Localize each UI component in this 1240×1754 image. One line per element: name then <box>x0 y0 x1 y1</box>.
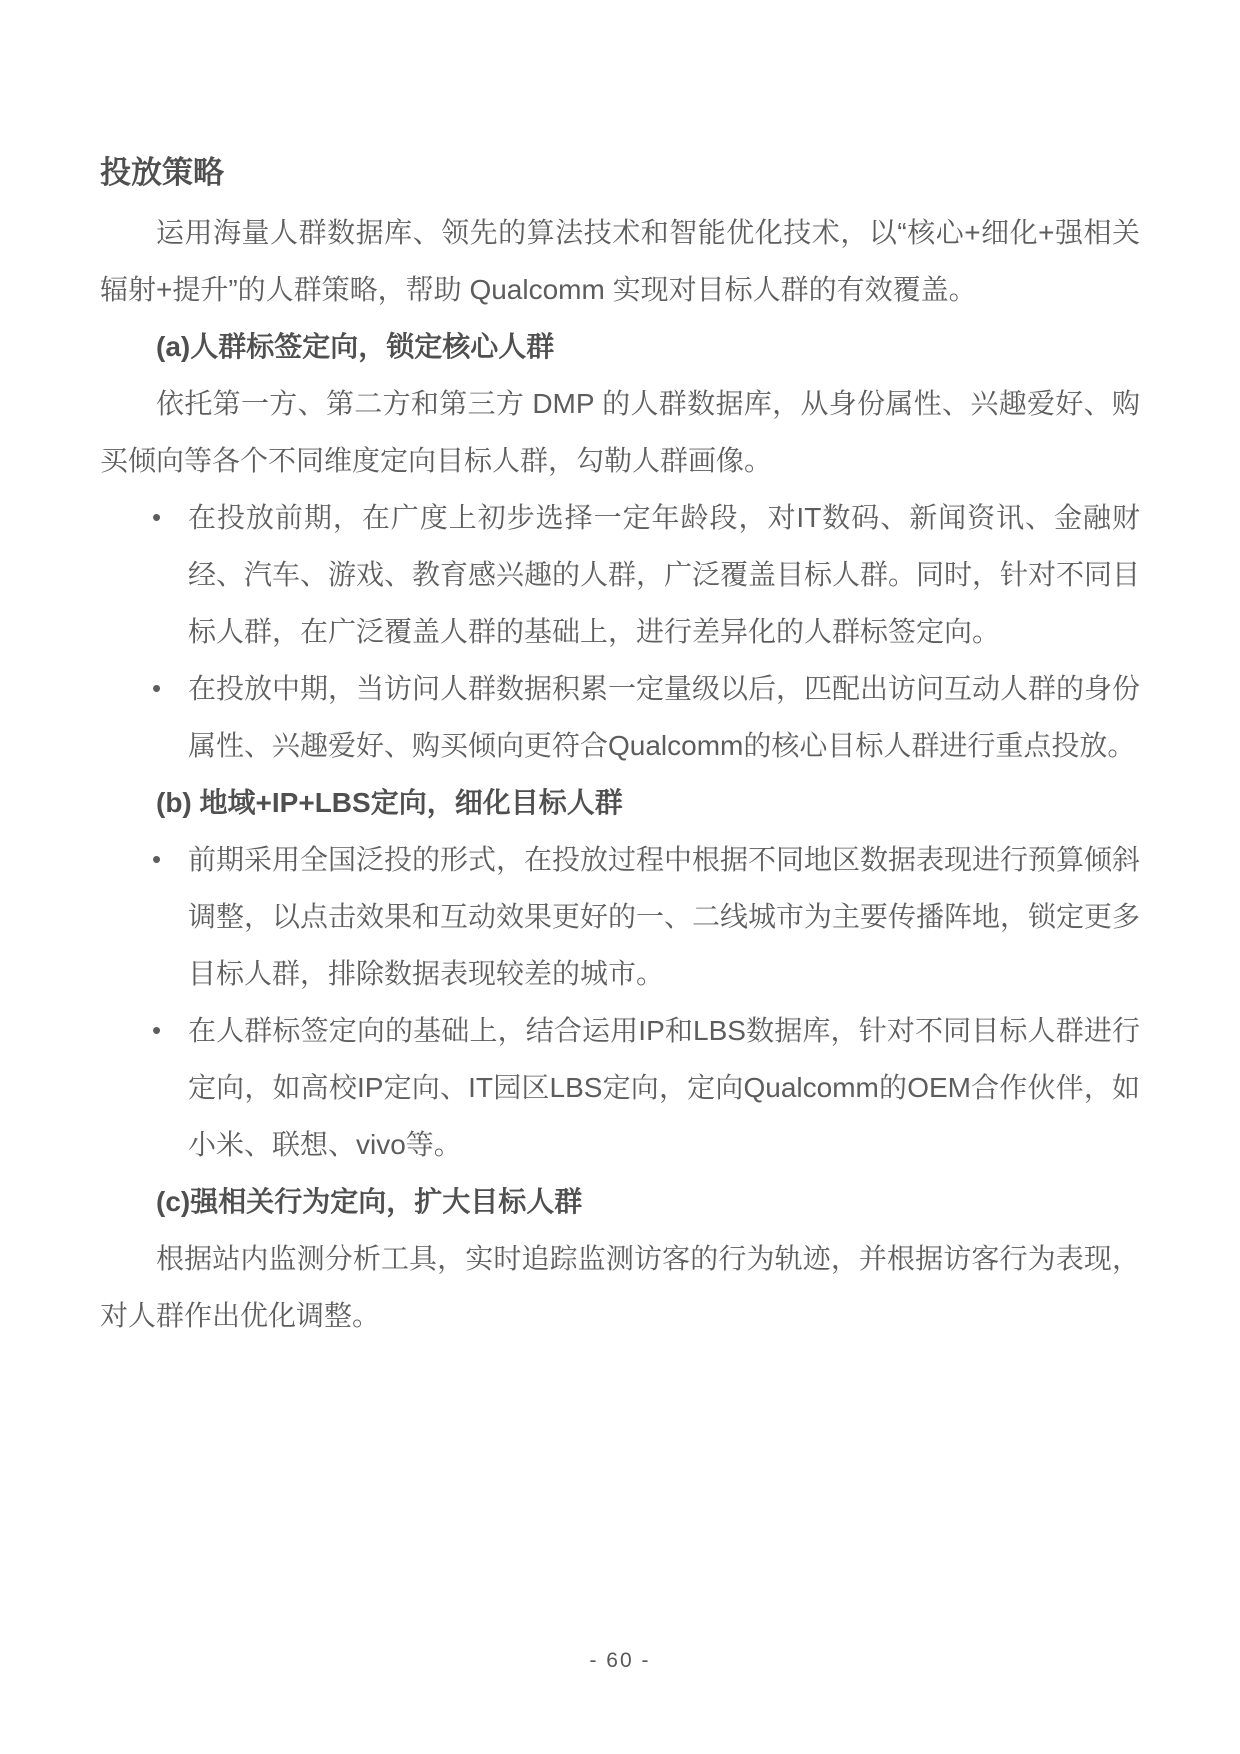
section-c-heading: (c)强相关行为定向，扩大目标人群 <box>156 1186 583 1217</box>
list-item <box>152 489 1141 660</box>
bullet-text: 在投放前期，在广度上初步选择一定年龄段，对IT数码、新闻资讯、金融财经、汽车、游戏、教育感兴趣的人群，广泛覆盖目标人群。同时，针对不同目标人群，在广泛覆盖人群的基础上，进行差异化的人群标签定向。 <box>188 502 1141 647</box>
page-content <box>100 144 1140 1344</box>
list-item <box>152 1002 1140 1173</box>
bullet-marker: • <box>152 1015 162 1045</box>
page-number: - 60 - <box>589 1649 651 1672</box>
section-a-heading: (a)人群标签定向，锁定核心人群 <box>156 331 555 362</box>
page-title: 投放策略 <box>100 155 224 190</box>
section-b <box>100 774 1140 1173</box>
section-c-lead-paragraph: 根据站内监测分析工具，实时追踪监测访客的行为轨迹，并根据访客行为表现，对人群作出优化调整。 <box>100 1243 1140 1331</box>
section-b-heading: (b) 地域+IP+LBS定向，细化目标人群 <box>156 787 623 818</box>
section-c <box>100 1173 1140 1344</box>
intro-paragraph: 运用海量人群数据库、领先的算法技术和智能优化技术，以“核心+细化+强相关辐射+提升”的人群策略，帮助 Qualcomm 实现对目标人群的有效覆盖。 <box>100 217 1140 305</box>
bullet-marker: • <box>152 673 162 703</box>
section-b-bullet-list <box>100 831 1140 1173</box>
section-a-lead-paragraph: 依托第一方、第二方和第三方 DMP 的人群数据库，从身份属性、兴趣爱好、购买倾向等各个不同维度定向目标人群，勾勒人群画像。 <box>100 388 1140 476</box>
list-item <box>152 831 1141 1002</box>
bullet-text: 在投放中期，当访问人群数据积累一定量级以后，匹配出访问互动人群的身份属性、兴趣爱好、购买倾向更符合Qualcomm的核心目标人群进行重点投放。 <box>188 673 1141 761</box>
bullet-text: 在人群标签定向的基础上，结合运用IP和LBS数据库，针对不同目标人群进行定向，如高校IP定向、IT园区LBS定向，定向Qualcomm的OEM合作伙伴，如小米、联想、vivo等。 <box>188 1015 1140 1160</box>
bullet-text: 前期采用全国泛投的形式，在投放过程中根据不同地区数据表现进行预算倾斜调整，以点击效果和互动效果更好的一、二线城市为主要传播阵地，锁定更多目标人群，排除数据表现较差的城市。 <box>188 844 1141 989</box>
list-item <box>152 660 1141 774</box>
section-a-bullet-list <box>100 489 1140 774</box>
bullet-marker: • <box>152 502 162 532</box>
section-a <box>100 318 1140 774</box>
bullet-marker: • <box>152 844 162 874</box>
